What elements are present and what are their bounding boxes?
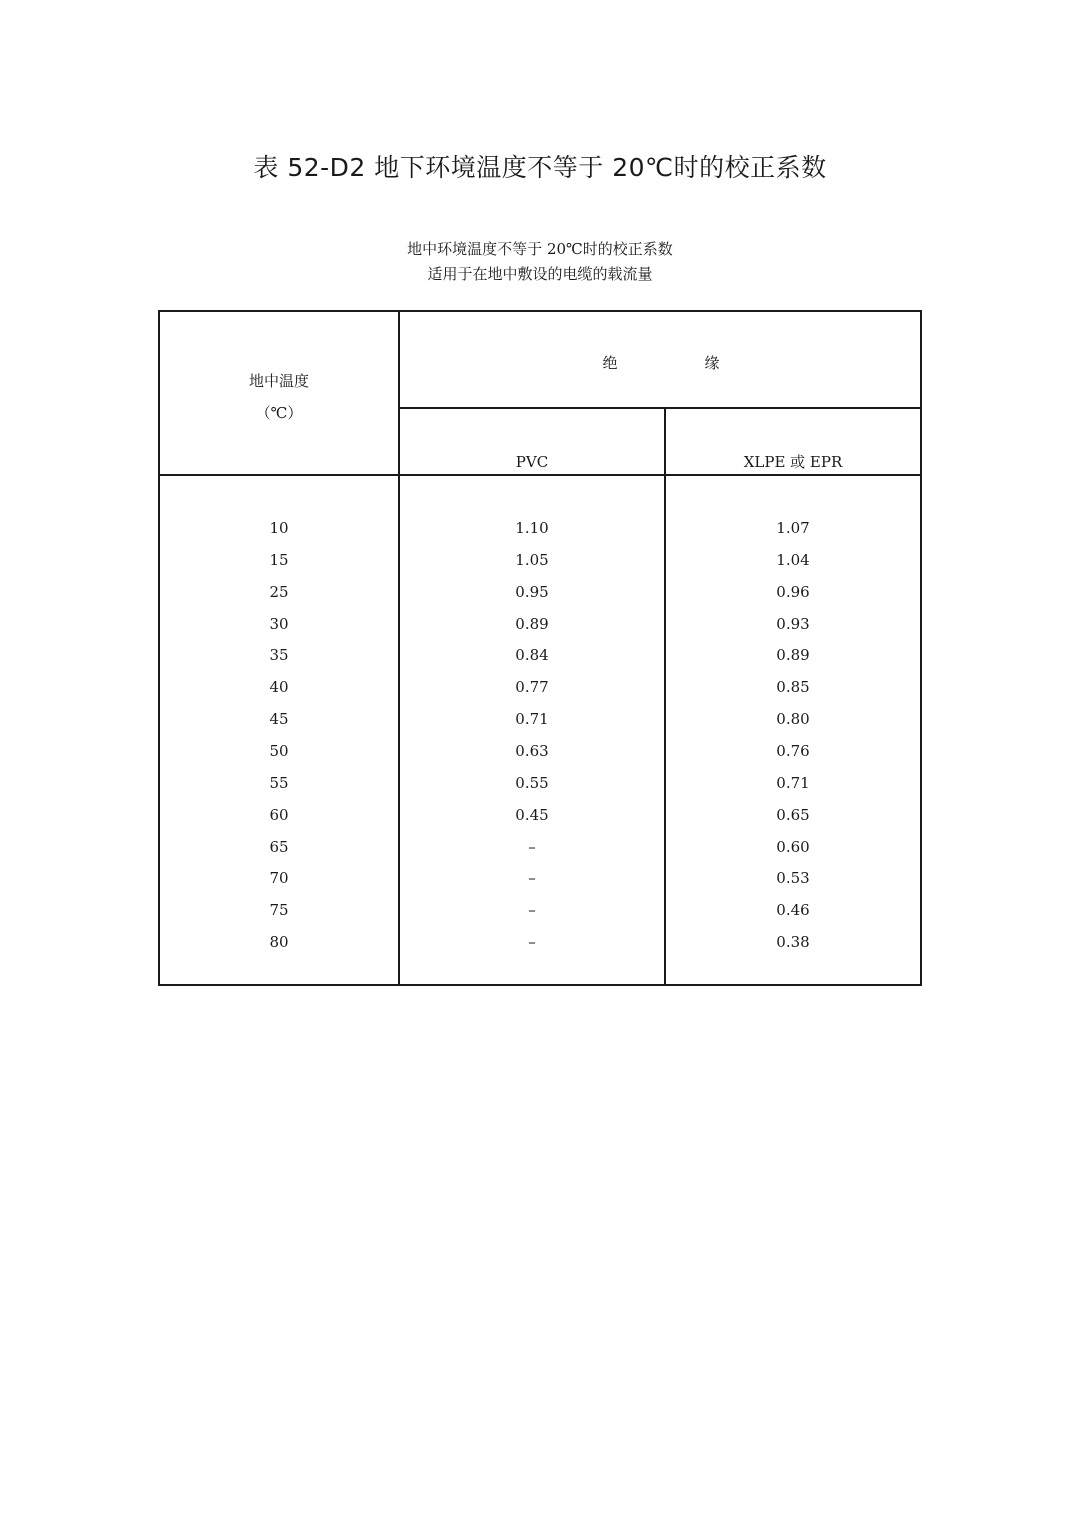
correction-factor-table (158, 310, 922, 986)
cell-xlpe-epr: 0.85 (776, 678, 810, 696)
cell-xlpe-epr: 0.80 (776, 710, 810, 728)
cell-temperature: 25 (269, 583, 289, 601)
header-insulation-char2: 缘 (704, 354, 720, 372)
cell-pvc: 0.77 (515, 678, 549, 696)
cell-temperature: 65 (269, 838, 289, 856)
cell-temperature: 30 (269, 615, 289, 633)
cell-temperature: 75 (269, 901, 289, 919)
cell-temperature: 35 (269, 646, 289, 664)
header-xlpe-epr: XLPE 或 EPR (743, 453, 843, 471)
header-pvc: PVC (515, 453, 549, 471)
cell-xlpe-epr: 0.89 (776, 646, 810, 664)
table-divider-header-bottom (160, 474, 920, 476)
cell-pvc: – (528, 933, 536, 951)
cell-xlpe-epr: 0.60 (776, 838, 810, 856)
header-temperature-label: 地中温度 (248, 372, 309, 390)
cell-xlpe-epr: 1.07 (776, 519, 810, 537)
cell-pvc: 0.84 (515, 646, 549, 664)
cell-xlpe-epr: 0.71 (776, 774, 810, 792)
cell-temperature: 50 (269, 742, 289, 760)
cell-pvc: 0.55 (515, 774, 549, 792)
cell-temperature: 45 (269, 710, 289, 728)
cell-xlpe-epr: 0.96 (776, 583, 810, 601)
cell-pvc: 1.05 (515, 551, 549, 569)
cell-pvc: 0.63 (515, 742, 549, 760)
cell-xlpe-epr: 0.46 (776, 901, 810, 919)
cell-temperature: 40 (269, 678, 289, 696)
cell-pvc: 0.71 (515, 710, 549, 728)
cell-xlpe-epr: 0.53 (776, 869, 810, 887)
cell-temperature: 70 (269, 869, 289, 887)
cell-xlpe-epr: 0.76 (776, 742, 810, 760)
cell-pvc: 0.89 (515, 615, 549, 633)
cell-xlpe-epr: 1.04 (776, 551, 810, 569)
header-insulation-char1: 绝 (602, 354, 618, 372)
cell-pvc: 1.10 (515, 519, 549, 537)
cell-temperature: 60 (269, 806, 289, 824)
page-title: 表 52-D2 地下环境温度不等于 20℃时的校正系数 (253, 153, 827, 182)
header-temperature-unit: （℃） (255, 404, 303, 422)
cell-pvc: 0.45 (515, 806, 549, 824)
cell-temperature: 55 (269, 774, 289, 792)
cell-pvc: – (528, 869, 536, 887)
cell-xlpe-epr: 0.93 (776, 615, 810, 633)
cell-pvc: – (528, 901, 536, 919)
cell-temperature: 10 (269, 519, 289, 537)
table-caption-line2: 适用于在地中敷设的电缆的载流量 (427, 265, 653, 283)
cell-pvc: 0.95 (515, 583, 549, 601)
cell-temperature: 80 (269, 933, 289, 951)
cell-xlpe-epr: 0.65 (776, 806, 810, 824)
cell-temperature: 15 (269, 551, 289, 569)
table-caption-line1: 地中环境温度不等于 20℃时的校正系数 (407, 240, 673, 258)
cell-pvc: – (528, 838, 536, 856)
cell-xlpe-epr: 0.38 (776, 933, 810, 951)
table-divider-insulation-header (399, 407, 922, 409)
